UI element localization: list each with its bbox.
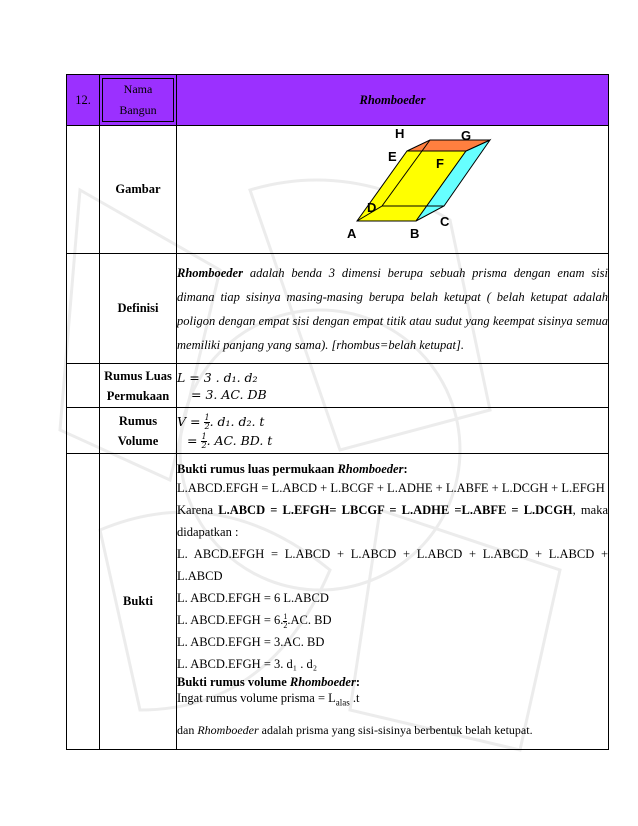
nama-label: Nama — [123, 82, 153, 96]
fraction-half: $\frac{1}{2}$ — [204, 412, 210, 431]
luas-formula — [177, 364, 609, 408]
definisi-row — [67, 254, 609, 364]
luas-formula-line1: L = 3 . d₁. d₂ — [177, 369, 258, 385]
volume-formula — [177, 408, 609, 454]
fraction-half: $\frac{1}{2}$ — [201, 431, 207, 450]
luas-formula-line2: = 3. AC. DB — [191, 386, 267, 402]
luas-row — [67, 364, 609, 408]
vertex-label-g: G — [461, 128, 472, 143]
bukti-label: Bukti — [100, 454, 177, 750]
luas-label: Rumus Luas Permukaan — [100, 364, 177, 408]
bukti-karena: Karena L.ABCD = L.EFGH= LBCGF = L.ADHE =L.ABFE = L.DCGH, maka didapatkan : — [177, 503, 609, 540]
volume-label: Rumus Volume — [100, 408, 177, 454]
bukti-content — [177, 454, 609, 750]
vertex-label-a: A — [347, 226, 357, 241]
definisi-body: adalah benda 3 dimensi berupa sebuah prisma dengan enam sisi dimana tiap sisinya masing-masing berupa belah ketupat ( belah ketupat adalah poligon dengan empat sisi dengan empat titik atau sudut yang keempat sisinya semua memiliki panjang yang sama). [rhombus=belah ketupat]. — [177, 265, 608, 352]
row-number: 12. — [67, 75, 100, 126]
vertex-label-d: D — [367, 200, 377, 215]
vertex-label-c: C — [440, 214, 450, 229]
vertex-label-e: E — [388, 149, 397, 164]
bukti-volume-heading: Bukti rumus volume Rhomboeder: — [177, 675, 361, 690]
gambar-row — [67, 126, 609, 254]
bangun-label: Bangun — [119, 103, 157, 117]
vertex-label-f: F — [436, 156, 444, 171]
definisi-label: Definisi — [100, 254, 177, 364]
definisi-term: Rhomboeder — [177, 265, 243, 280]
rhomboeder-table — [66, 74, 609, 750]
bukti-line-1: L.ABCD.EFGH = L.ABCD + L.BCGF + L.ADHE + L.ABFE + L.DCGH + L.EFGH — [177, 481, 605, 496]
bukti-line-4: L. ABCD.EFGH = 6. $\frac{1}{2}$ .AC. BD — [177, 611, 332, 630]
bukti-line-5: L. ABCD.EFGH = 3.AC. BD — [177, 635, 325, 650]
bukti-line-6: L. ABCD.EFGH = 3. d₁ . d₂ — [177, 657, 318, 672]
volume-row — [67, 408, 609, 454]
header-row — [67, 75, 609, 126]
shape-title: Rhomboeder — [177, 75, 609, 126]
bukti-volume-line-1: Ingat rumus volume prisma = $L_{alas}$ .t — [177, 691, 360, 708]
vertex-label-h: H — [395, 126, 405, 141]
definisi-text — [177, 254, 609, 364]
gambar-label: Gambar — [100, 126, 177, 254]
volume-formula-line2: = $\frac{1}{2}$ . AC. BD. t — [187, 431, 273, 450]
vertex-label-b: B — [410, 226, 420, 241]
bukti-volume-line-2: dan Rhomboeder adalah prisma yang sisi-sisinya berbentuk belah ketupat. — [177, 722, 533, 737]
bukti-line-2: L. ABCD.EFGH = L.ABCD + L.ABCD + L.ABCD + L.ABCD + L.ABCD + L.ABCD — [177, 547, 608, 584]
nama-bangun-label — [102, 78, 174, 122]
bukti-luas-heading: Bukti rumus luas permukaan Rhomboeder: — [177, 462, 408, 477]
bukti-line-3: L. ABCD.EFGH = 6 L.ABCD — [177, 591, 329, 606]
bukti-row — [67, 454, 609, 750]
volume-formula-line1: V = $\frac{1}{2}$ . d₁. d₂. t — [177, 412, 265, 431]
rhomboeder-figure — [177, 126, 609, 253]
